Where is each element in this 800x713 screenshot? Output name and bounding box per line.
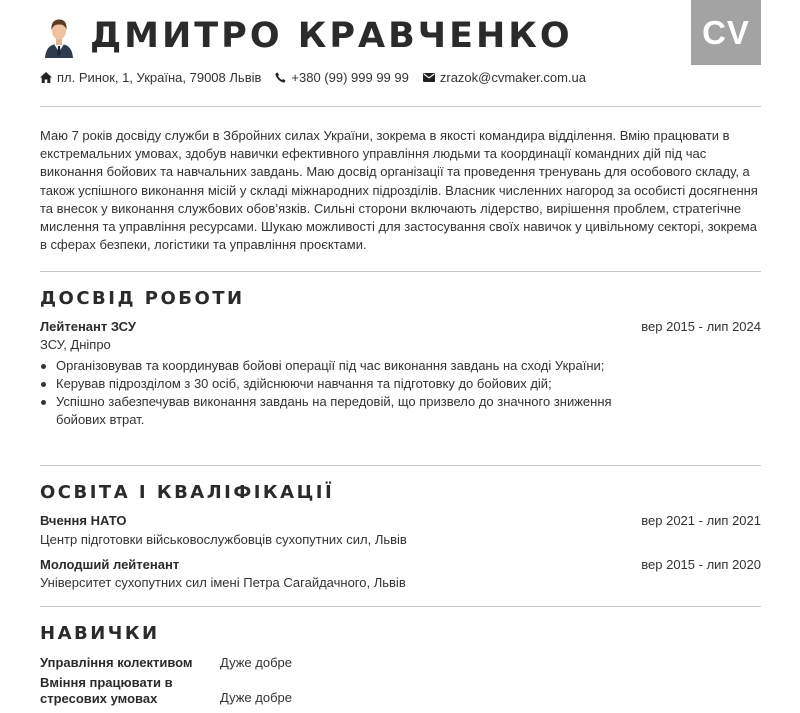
divider [40,465,761,466]
education-degree: Молодший лейтенант [40,557,180,572]
divider [40,606,761,607]
home-icon [40,72,52,83]
education-dates: вер 2015 - лип 2020 [641,557,761,572]
address-text: пл. Ринок, 1, Україна, 79008 Львів [57,69,262,85]
job-responsibilities [40,357,640,429]
email-text[interactable]: zrazok@cvmaker.com.ua [439,69,586,85]
divider [40,271,761,272]
education-section-title: ОСВІТА І КВАЛІФІКАЦІЇ [40,482,335,503]
skill-name: Вміння працювати в стресових умовах [40,675,173,706]
contact-info [40,68,600,86]
skill-name: Управління колективом [40,655,193,670]
education-degree: Вчення НАТО [40,513,127,528]
experience-section-title: ДОСВІД РОБОТИ [40,288,245,309]
email [423,70,586,85]
address [40,70,261,85]
divider [40,106,761,107]
cv-badge: CV [691,0,761,65]
education-header [40,513,761,528]
mail-icon [423,73,435,82]
education-header [40,557,761,572]
skills-section-title: НАВИЧКИ [40,623,160,644]
job-position: Лейтенант ЗСУ [40,319,136,334]
cv-page [40,0,761,713]
list-item: Керував підрозділом з 30 осіб, здійснюючи навчання та підготовку до бойових дій; [40,375,640,393]
list-item: Організовував та координував бойові операції під час виконання завдань на сході України; [40,357,640,375]
skill-row [40,675,440,709]
candidate-name: ДМИТРО КРАВЧЕНКО [90,16,573,56]
skill-level: Дуже добре [220,690,292,705]
profile-summary: Маю 7 років досвіду служби в Збройних силах України, зокрема в якості командира відділення. Вмію працювати в екстремальних умовах, здобув навички ефективного управління людьми та координації командних дій під час виконання бойових та навчальних завдань. Маю досвід організації та проведення тренувань для особового складу, а також успішного виконання місій у складі міжнародних підрозділів. Власник численних нагород за особисті досягнення та внесок у виконання службових обов’язків. Сильні сторони включають лідерство, вирішення проблем, стратегічне мислення та управління ресурсами. Шукаю можливості для застосування своїх навичок у цивільному секторі, зокрема в сферах безпеки, логістики та управління проєктами. [40,128,758,253]
job-header [40,319,761,334]
job-organization: ЗСУ, Дніпро [40,337,111,352]
education-dates: вер 2021 - лип 2021 [641,513,761,528]
phone-icon [275,72,286,83]
education-institution: Університет сухопутних сил імені Петра Сагайдачного, Львів [40,575,406,590]
education-institution: Центр підготовки військовослужбовців сухопутних сил, Львів [40,532,407,547]
job-dates: вер 2015 - лип 2024 [641,319,761,334]
phone-text: +380 (99) 999 99 99 [291,69,409,85]
skill-level: Дуже добре [220,655,292,670]
phone [275,70,408,85]
avatar [41,16,77,58]
list-item: Успішно забезпечував виконання завдань на передовій, що призвело до значного зниження бойових втрат. [40,393,640,429]
skill-row [40,655,440,671]
